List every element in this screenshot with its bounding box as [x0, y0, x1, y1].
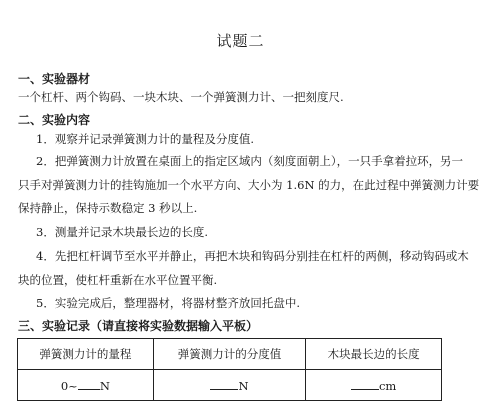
record-table	[17, 338, 442, 401]
record-header-row	[18, 339, 442, 370]
content-heading: 二、实验内容	[18, 113, 91, 127]
step-5: 5．实验完成后，整理器材，将器材整齐放回托盘中.	[36, 296, 300, 310]
step-1: 1．观察并记录弹簧测力计的量程及分度值.	[36, 132, 254, 146]
step-4-line-1: 4．先把杠杆调节至水平并静止，再把木块和钩码分别挂在杠杆的两侧，移动钩码或木	[36, 249, 469, 263]
header-length: 木块最长边的长度	[306, 339, 442, 370]
length-blank	[351, 378, 379, 390]
cell-division	[153, 370, 306, 401]
header-range: 弹簧测力计的量程	[18, 339, 154, 370]
record-value-row	[18, 370, 442, 401]
step-2-line-3: 保持静止，保持示数稳定 3 秒以上.	[18, 201, 198, 215]
division-unit: N	[238, 378, 249, 393]
length-unit: cm	[378, 378, 397, 393]
header-division: 弹簧测力计的分度值	[153, 339, 306, 370]
equipment-heading: 一、实验器材	[18, 72, 91, 86]
cell-range	[18, 370, 154, 401]
equipment-text: 一个杠杆、两个钩码、一块木块、一个弹簧测力计、一把刻度尺.	[18, 90, 344, 104]
division-blank	[210, 378, 238, 390]
step-3: 3．测量并记录木块最长边的长度.	[36, 225, 208, 239]
step-2-line-1: 2．把弹簧测力计放置在桌面上的指定区域内（刻度面朝上），一只手拿着拉环，另一	[36, 154, 464, 168]
record-heading: 三、实验记录（请直接将实验数据输入平板）	[18, 319, 259, 333]
step-4-line-2: 块的位置，使杠杆重新在水平位置平衡.	[18, 273, 218, 287]
range-blank	[78, 378, 100, 390]
page-title: 试题二	[216, 32, 265, 50]
range-unit: N	[99, 378, 110, 393]
range-prefix: 0~	[60, 378, 78, 393]
step-2-line-2: 只手对弹簧测力计的挂钩施加一个水平方向、大小为 1.6N 的力，在此过程中弹簧测力计要	[18, 178, 480, 192]
cell-length	[306, 370, 442, 401]
